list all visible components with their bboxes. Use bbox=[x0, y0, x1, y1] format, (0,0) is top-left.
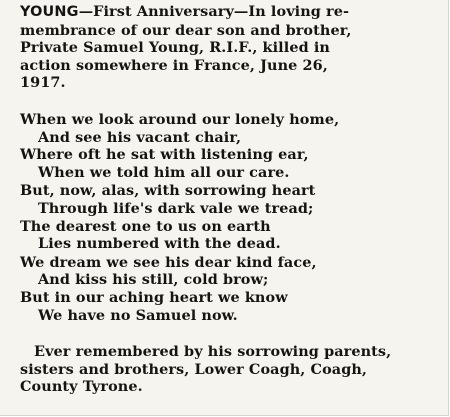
verse-line: When we look around our lonely home, bbox=[20, 111, 340, 128]
memorial-poem bbox=[20, 111, 440, 324]
memorial-notice bbox=[20, 3, 440, 92]
notice-line: 1917. bbox=[20, 74, 66, 92]
verse-line: We have no Samuel now. bbox=[38, 306, 238, 324]
notice-line: membrance of our dear son and brother, bbox=[20, 21, 352, 39]
surname-heading: YOUNG bbox=[20, 4, 79, 20]
notice-line: Private Samuel Young, R.I.F., killed in bbox=[20, 39, 330, 57]
notice-line: action somewhere in France, June 26, bbox=[20, 56, 328, 74]
verse-line: And see his vacant chair, bbox=[38, 128, 242, 146]
closing-paragraph bbox=[20, 343, 440, 396]
verse-line: And kiss his still, cold brow; bbox=[38, 271, 269, 289]
verse-line: Through life's dark vale we tread; bbox=[38, 199, 314, 217]
verse-line: Where oft he sat with listening ear, bbox=[20, 146, 309, 164]
poem-stanza bbox=[20, 254, 440, 324]
notice-heading-line bbox=[20, 3, 440, 22]
closing-line: County Tyrone. bbox=[20, 378, 143, 396]
poem-stanza bbox=[20, 182, 440, 252]
closing-line: Ever remembered by his sorrowing parents, bbox=[34, 343, 392, 360]
verse-line: When we told him all our care. bbox=[38, 163, 290, 181]
poem-stanza bbox=[20, 111, 440, 181]
verse-line: Lies numbered with the dead. bbox=[38, 235, 281, 253]
closing-line: sisters and brothers, Lower Coagh, Coagh, bbox=[20, 360, 368, 378]
verse-line: We dream we see his dear kind face, bbox=[20, 253, 317, 271]
verse-line: The dearest one to us on earth bbox=[20, 217, 271, 235]
verse-line: But, now, alas, with sorrowing heart bbox=[20, 182, 316, 200]
heading-rest: —First Anniversary—In loving re- bbox=[78, 3, 350, 20]
verse-line: But in our aching heart we know bbox=[20, 288, 288, 306]
